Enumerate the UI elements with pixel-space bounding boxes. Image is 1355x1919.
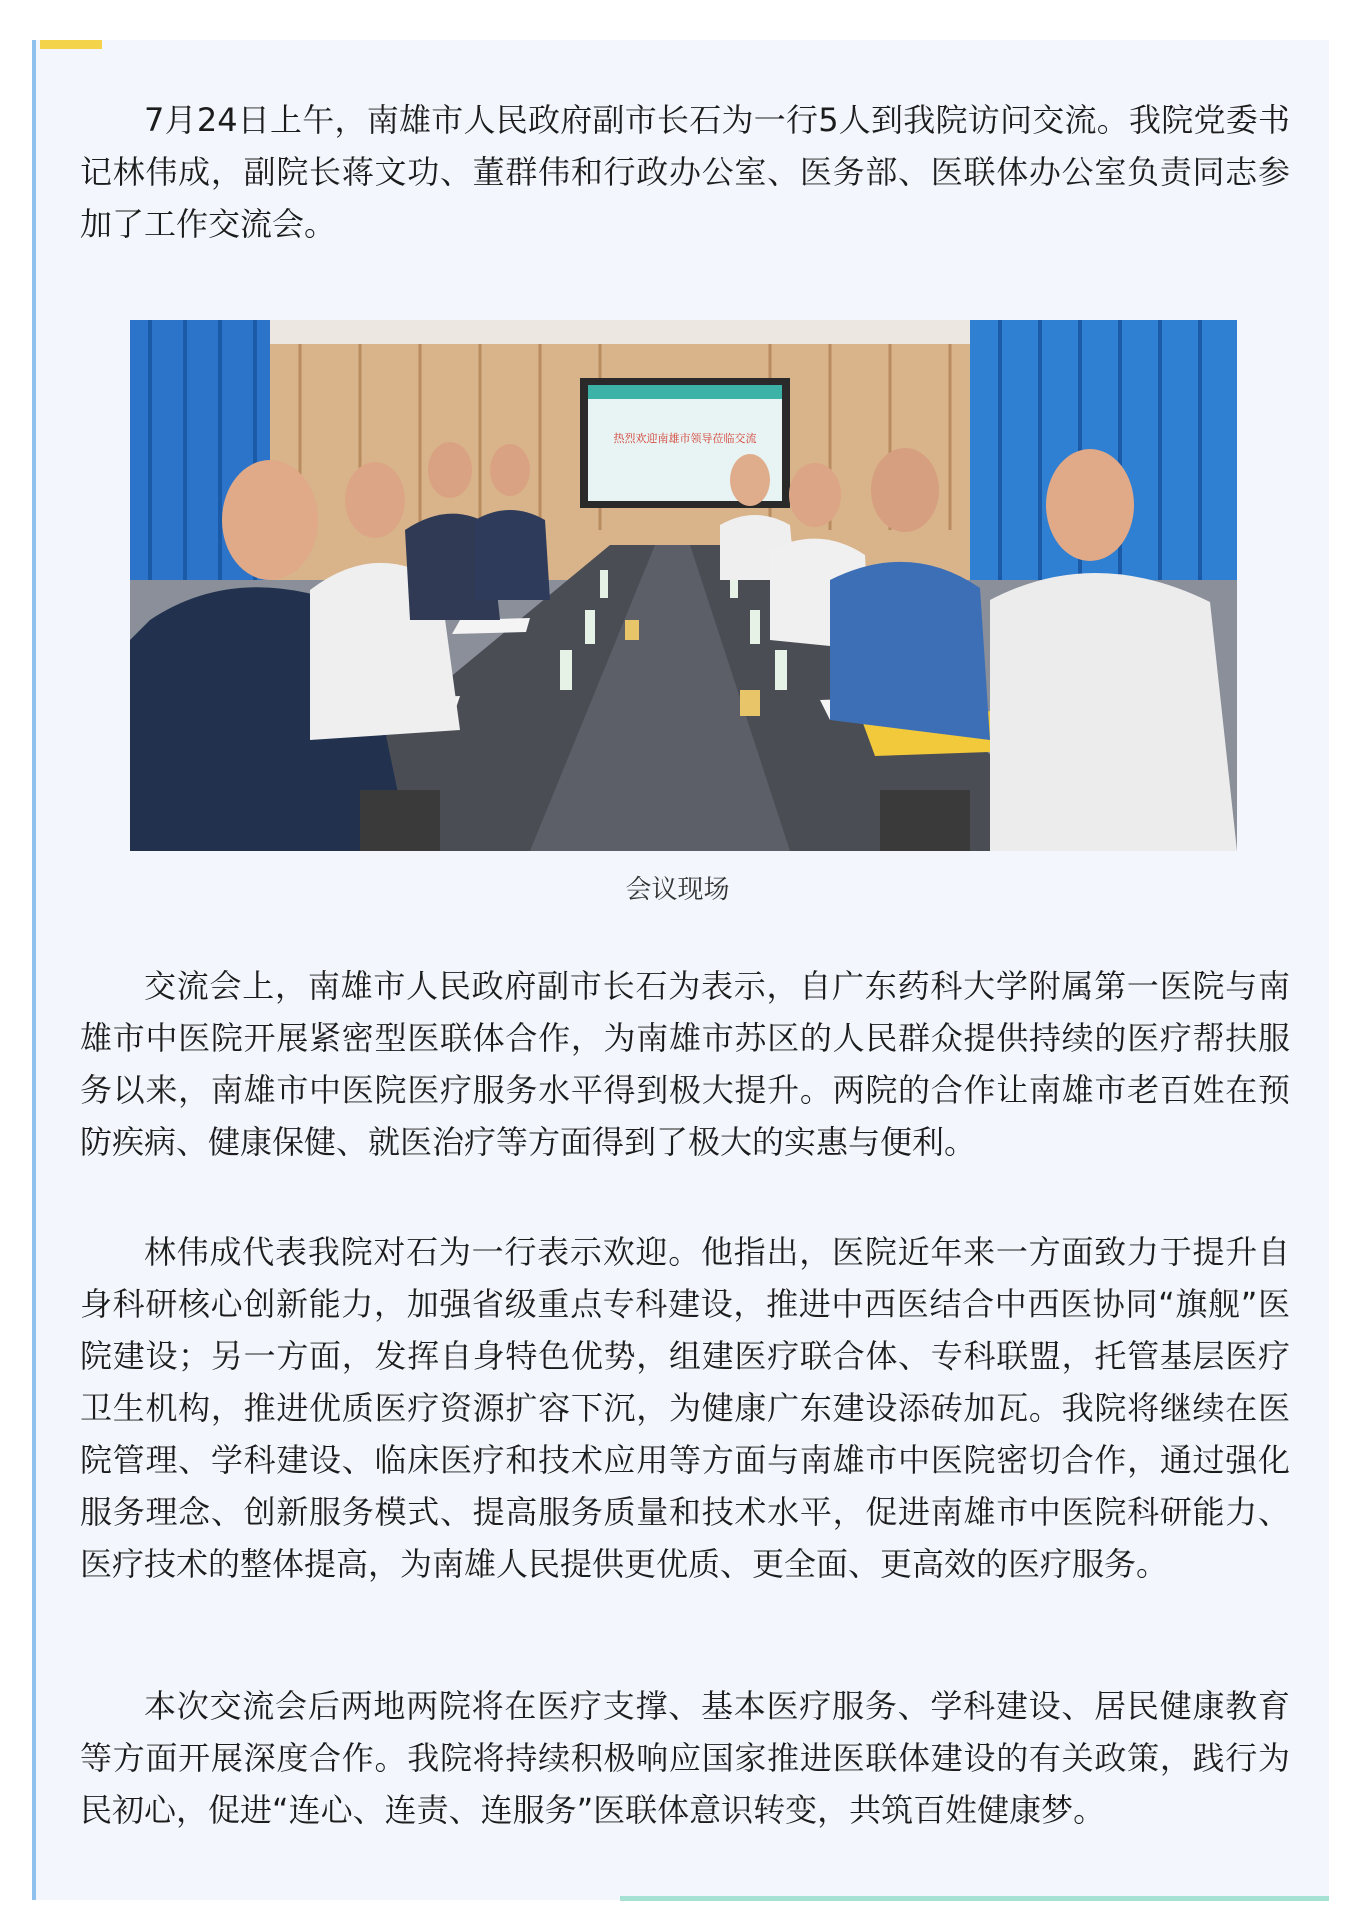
bottom-accent-bar: [620, 1896, 1329, 1901]
photo-caption: 会议现场: [625, 875, 730, 905]
top-accent-bar: [40, 40, 102, 49]
paragraph-cooperation-outlook: 本次交流会后两地两院将在医疗支撑、基本医疗服务、学科建设、居民健康教育等方面开展深度合作。我院将持续积极响应国家推进医联体建设的有关政策，践行为民初心，促进“连心、连责、连服务”医联体意识转变，共筑百姓健康梦。: [80, 1687, 1290, 1829]
paragraph-party-secretary-remarks: 林伟成代表我院对石为一行表示欢迎。他指出，医院近年来一方面致力于提升自身科研核心创新能力，加强省级重点专科建设，推进中西医结合中西医协同“旗舰”医院建设；另一方面，发挥自身特色优势，组建医疗联合体、专科联盟，托管基层医疗卫生机构，推进优质医疗资源扩容下沉，为健康广东建设添砖加瓦。我院将继续在医院管理、学科建设、临床医疗和技术应用等方面与南雄市中医院密切合作，通过强化服务理念、创新服务模式、提高服务质量和技术水平，促进南雄市中医院科研能力、医疗技术的整体提高，为南雄人民提供更优质、更全面、更高效的医疗服务。: [80, 1233, 1290, 1583]
meeting-photo: [130, 320, 1237, 851]
paragraph-vice-mayor-remarks: 交流会上，南雄市人民政府副市长石为表示，自广东药科大学附属第一医院与南雄市中医院开展紧密型医联体合作，为南雄市苏区的人民群众提供持续的医疗帮扶服务以来，南雄市中医院医疗服务水平得到极大提升。两院的合作让南雄市老百姓在预防疾病、健康保健、就医治疗等方面得到了极大的实惠与便利。: [80, 967, 1290, 1161]
screen-welcome-text: 热烈欢迎南雄市领导莅临交流: [613, 432, 757, 445]
paragraph-intro: 7月24日上午，南雄市人民政府副市长石为一行5人到我院访问交流。我院党委书记林伟成，副院长蒋文功、董群伟和行政办公室、医务部、医联体办公室负责同志参加了工作交流会。: [80, 101, 1290, 243]
meeting-photo-illustration: [130, 320, 1237, 851]
